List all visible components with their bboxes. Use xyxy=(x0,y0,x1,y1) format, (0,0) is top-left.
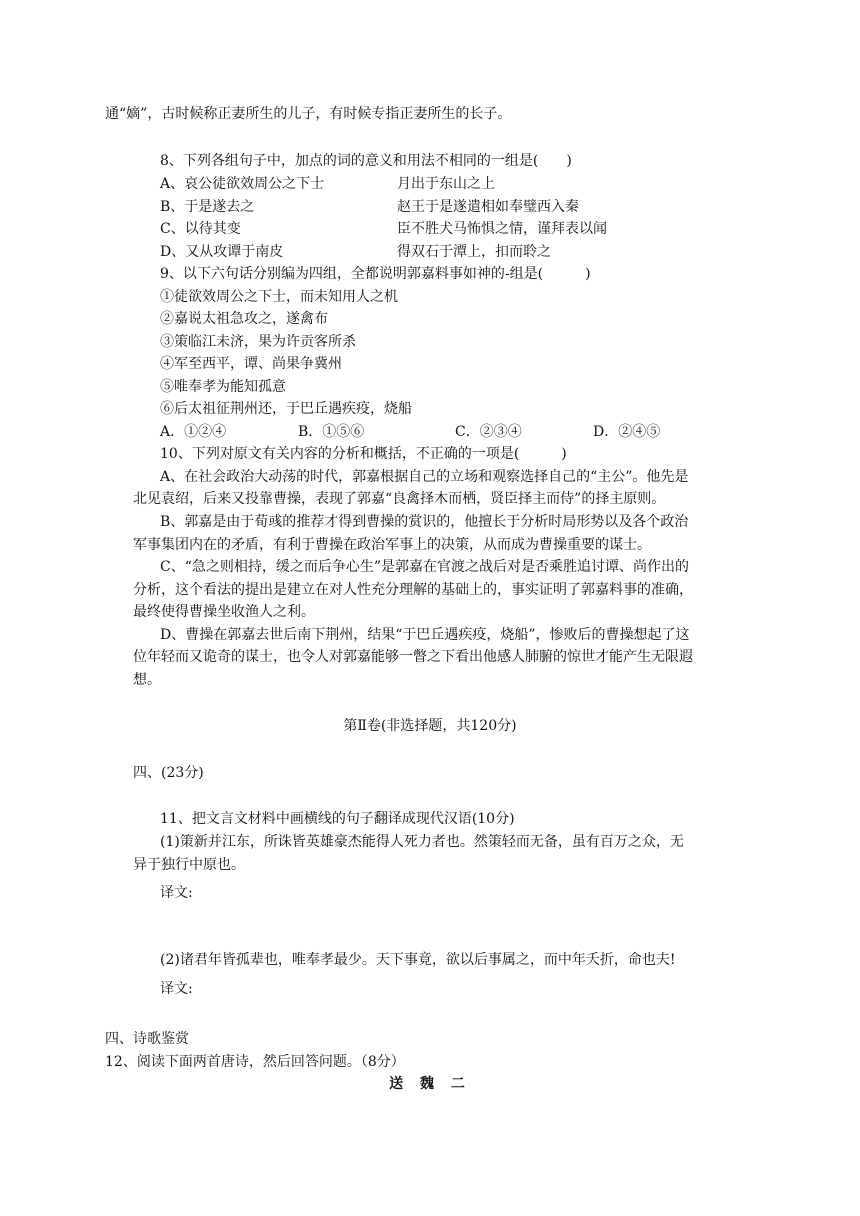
q8-option-d-right: 得双石于潭上，扣而聆之 xyxy=(397,244,551,260)
q8-option-a-left: A、哀公徒欲效周公之下士 xyxy=(160,176,325,192)
q10-d-line-1: D、曹操在郭嘉去世后南下荆州，结果“于巴丘遇疾疫，烧船”，惨败后的曹操想起了这 xyxy=(160,627,690,643)
q9-item-2: ②嘉说太祖急攻之，遂禽布 xyxy=(160,311,328,327)
section-4-title: 四、(23分) xyxy=(133,765,204,781)
q9-stem: 9、以下六句话分别编为四组，全都说明郭嘉料事如神的-组是( ) xyxy=(160,266,591,282)
q9-choice-c: C．②③④ xyxy=(455,424,522,440)
q9-item-3: ③策临江未济，果为许贡客所杀 xyxy=(160,334,356,350)
q10-a-line-2: 北见袁绍，后来又投靠曹操，表现了郭嘉“良禽择木而栖，贤臣择主而侍”的择主原则。 xyxy=(133,491,666,507)
q9-item-5: ⑤唯奉孝为能知孤意 xyxy=(160,379,286,395)
q10-stem: 10、下列对原文有关内容的分析和概括，不正确的一项是( ) xyxy=(160,446,567,462)
q10-d-line-2: 位年轻而又诡奇的谋士，也令人对郭嘉能够一瞥之下看出他感人肺腑的惊世才能产生无限遐 xyxy=(133,649,693,665)
q8-option-c-left: C、以待其变 xyxy=(160,221,241,237)
q10-c-line-3: 最终使得曹操坐收渔人之利。 xyxy=(133,604,315,620)
q9-choice-b: B．①⑤⑥ xyxy=(298,424,365,440)
q11-s2: (2)诸君年皆孤辈也，唯奉孝最少。天下事竟，欲以后事属之，而中年夭折，命也夫! xyxy=(160,952,676,968)
poem-title: 送 魏 二 xyxy=(389,1076,471,1092)
q8-option-c-right: 臣不胜犬马怖惧之情，谨拜表以闻 xyxy=(397,221,607,237)
q12-stem: 12、阅读下面两首唐诗，然后回答问题。（8分） xyxy=(105,1054,405,1070)
q9-item-1: ①徒欲效周公之下士，而未知用人之机 xyxy=(160,289,398,305)
q8-stem: 8、下列各组句子中，加点的词的意义和用法不相同的一组是( ) xyxy=(160,153,572,169)
q11-s2-translation-label: 译文: xyxy=(160,981,193,997)
q10-d-line-3: 想。 xyxy=(133,672,161,688)
q9-choice-d: D．②④⑤ xyxy=(593,424,661,440)
q8-option-a-right: 月出于东山之上 xyxy=(397,176,495,192)
part-2-title: 第Ⅱ卷(非选择题，共120分) xyxy=(343,718,517,734)
q11-s1-line-2: 异于独行中原也。 xyxy=(133,857,245,873)
q10-c-line-1: C、“急之则相持，缓之而后争心生”是郭嘉在官渡之战后对是否乘胜追讨谭、尚作出的 xyxy=(160,559,690,575)
section-poetry-title: 四、诗歌鉴赏 xyxy=(105,1031,189,1047)
q9-item-6: ⑥后太祖征荆州还，于巴丘遇疾疫，烧船 xyxy=(160,401,412,417)
q11-s1-line-1: (1)策新并江东，所诛皆英雄豪杰能得人死力者也。然策轻而无备，虽有百万之众，无 xyxy=(160,834,684,850)
q11-s1-translation-label: 译文: xyxy=(160,885,193,901)
intro-line: 通“嫡”，古时候称正妻所生的儿子，有时候专指正妻所生的长子。 xyxy=(105,106,512,122)
q9-choice-a: A．①②④ xyxy=(160,424,227,440)
q10-b-line-1: B、郭嘉是由于荀彧的推荐才得到曹操的赏识的，他擅长于分析时局形势以及各个政治 xyxy=(160,514,689,530)
q10-b-line-2: 军事集团内在的矛盾，有利于曹操在政治军事上的决策，从而成为曹操重要的谋士。 xyxy=(133,537,651,553)
q11-stem: 11、把文言文材料中画横线的句子翻译成现代汉语(10分) xyxy=(160,811,515,827)
q8-option-b-right: 赵王于是遂遣相如奉璧西入秦 xyxy=(397,199,579,215)
q10-c-line-2: 分析，这个看法的提出是建立在对人性充分理解的基础上的，事实证明了郭嘉料事的准确， xyxy=(133,582,693,598)
q8-option-b-left: B、于是遂去之 xyxy=(160,199,255,215)
q8-option-d-left: D、又从攻谭于南皮 xyxy=(160,244,284,260)
q10-a-line-1: A、在社会政治大动荡的时代，郭嘉根据自己的立场和观察选择自己的“主公”。他先是 xyxy=(160,469,689,485)
q9-item-4: ④军至西平，谭、尚果争冀州 xyxy=(160,356,342,372)
